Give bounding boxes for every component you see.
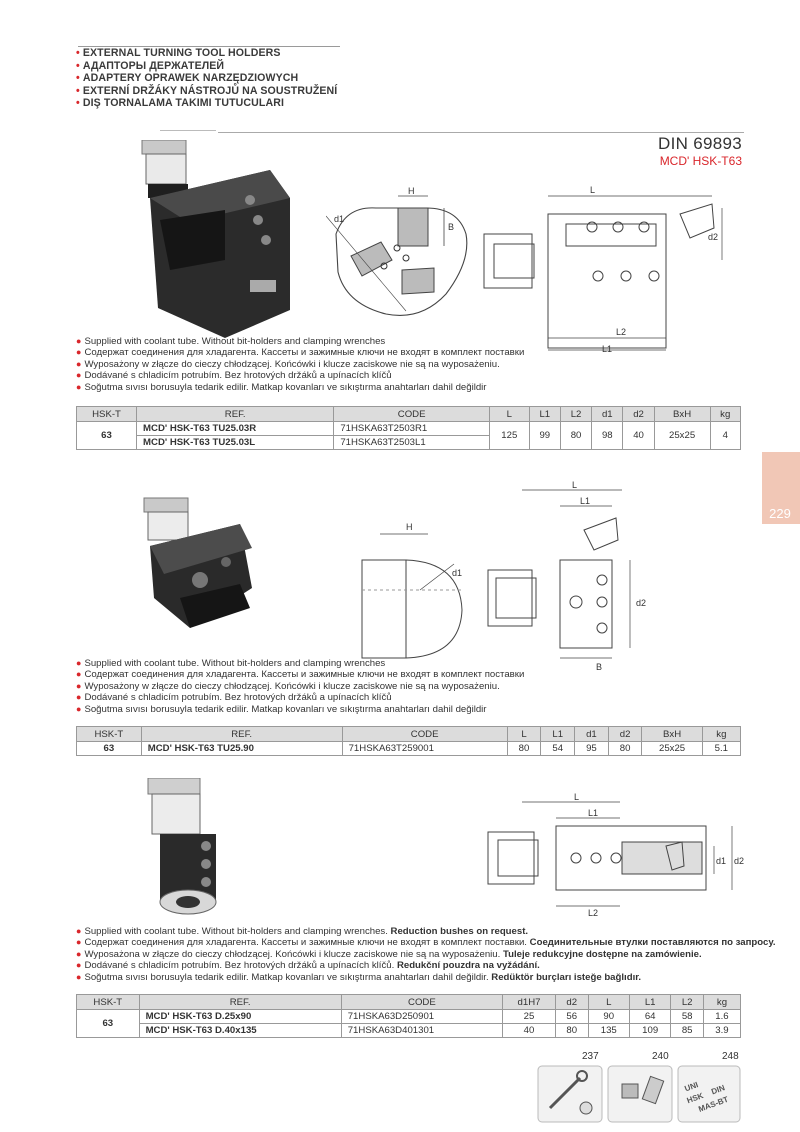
col-d1: d1H7 xyxy=(503,995,556,1010)
col-bxh: BxH xyxy=(642,727,702,742)
cell-ref: MCD' HSK-T63 D.25x90 xyxy=(139,1010,341,1024)
dim-label-d1: d1 xyxy=(716,856,727,866)
col-hsk: HSK-T xyxy=(77,407,137,422)
dim-label-l: L xyxy=(590,185,596,195)
dim-label-h: H xyxy=(406,522,413,532)
dim-label-d2: d2 xyxy=(708,232,719,242)
dim-label-l: L xyxy=(574,792,580,802)
notes-section3 xyxy=(76,926,776,983)
cell-code: 71HSKA63D250901 xyxy=(341,1010,502,1024)
col-code: CODE xyxy=(341,995,502,1010)
cell-d2: 40 xyxy=(623,422,654,450)
cell-l2: 85 xyxy=(671,1024,704,1038)
cell-d2: 56 xyxy=(555,1010,588,1024)
table-header-row xyxy=(77,727,741,742)
note-line: ● Soğutma sıvısı borusuyla tedarik edilir. Matkap kovanları ve sıkıştırma anahtarları dahil değildir xyxy=(76,703,487,715)
stamp-hsk: HSK xyxy=(685,1091,705,1106)
cell-bxh: 25x25 xyxy=(654,422,710,450)
dim-label-h: H xyxy=(408,186,415,196)
cell-l1: 99 xyxy=(529,422,560,450)
side-view-drawing-2 xyxy=(476,480,666,680)
col-l: L xyxy=(507,727,541,742)
col-kg: kg xyxy=(703,995,740,1010)
stamp-mas-bt: MAS-BT xyxy=(697,1094,730,1114)
cell-l: 125 xyxy=(489,422,529,450)
col-d2: d2 xyxy=(555,995,588,1010)
col-hsk: HSK-T xyxy=(77,727,142,742)
table-header-row xyxy=(77,407,741,422)
ref-page-237[interactable]: 237 xyxy=(582,1051,599,1062)
col-ref: REF. xyxy=(141,727,342,742)
cell-code: 71HSKA63T259001 xyxy=(342,742,507,756)
header-item: • ADAPTERY OPRAWEK NARZĘDZIOWYCH xyxy=(76,72,299,85)
col-ref: REF. xyxy=(137,407,334,422)
cell-d1: 95 xyxy=(575,742,609,756)
cell-d1: 98 xyxy=(592,422,623,450)
cell-ref: MCD' HSK-T63 TU25.90 xyxy=(141,742,342,756)
cell-d1: 25 xyxy=(503,1010,556,1024)
dim-label-l2: L2 xyxy=(616,327,627,337)
note-line: ● Wyposażony w złącze do cieczy chłodzącej. Końcówki i klucze zaciskowe nie są na wyposażeniu. xyxy=(76,680,500,692)
table-header-row xyxy=(77,995,741,1010)
note-line: ● Soğutma sıvısı borusuyla tedarik edilir. Matkap kovanları ve sıkıştırma anahtarları dahil değildir. Redüktör burçları isteğe bağlıdır. xyxy=(76,971,642,983)
note-line: ● Supplied with coolant tube. Without bit-holders and clamping wrenches xyxy=(76,658,386,669)
note-line: ● Dodávané s chladicím potrubím. Bez hrotových držáků a upínacích klíčů xyxy=(76,692,392,704)
col-d2: d2 xyxy=(608,727,642,742)
short-divider xyxy=(160,130,216,131)
note-line: ● Supplied with coolant tube. Without bit-holders and clamping wrenches. Reduction bushes on request. xyxy=(76,926,529,937)
cell-l1: 64 xyxy=(629,1010,670,1024)
cell-d2: 80 xyxy=(608,742,642,756)
col-l1: L1 xyxy=(541,727,575,742)
col-l: L xyxy=(489,407,529,422)
col-hsk: HSK-T xyxy=(77,995,140,1010)
notes-section1 xyxy=(76,336,524,393)
dim-label-l: L xyxy=(572,480,578,490)
front-view-drawing-1 xyxy=(326,186,476,326)
table-row xyxy=(77,422,741,436)
note-line: ● Soğutma sıvısı borusuyla tedarik edilir. Matkap kovanları ve sıkıştırma anahtarları dahil değildir xyxy=(76,381,487,393)
page-number: 229 xyxy=(769,506,791,521)
cell-d1: 40 xyxy=(503,1024,556,1038)
cell-ref: MCD' HSK-T63 TU25.03R xyxy=(137,422,334,436)
header-item: • DIŞ TORNALAMA TAKIMI TUTUCULARI xyxy=(76,97,285,110)
col-l1: L1 xyxy=(629,995,670,1010)
standard-stamp-icon xyxy=(678,1066,740,1122)
note-line: ● Dodávané s chladicím potrubím. Bez hrotových držáků a upínacích klíčů xyxy=(76,370,392,382)
standard-title: DIN 69893 xyxy=(658,134,742,153)
col-bxh: BxH xyxy=(654,407,710,422)
note-line: ● Содержат соединения для хладагента. Кассеты и зажимные ключи не входят в комплект поставки xyxy=(76,347,525,359)
note-line: ● Supplied with coolant tube. Without bit-holders and clamping wrenches xyxy=(76,336,386,347)
dim-label-d2: d2 xyxy=(636,598,647,608)
col-d1: d1 xyxy=(592,407,623,422)
screw-icon xyxy=(608,1066,672,1122)
cell-code: 71HSKA63D401301 xyxy=(341,1024,502,1038)
cell-kg: 3.9 xyxy=(703,1024,740,1038)
table-row xyxy=(77,1010,741,1024)
note-line: ● Содержат соединения для хладагента. Кассеты и зажимные ключи не входят в комплект поставки. Соединительные втулки поставляются по запросу. xyxy=(76,937,776,949)
note-line: ● Wyposażona w złącze do cieczy chłodzącej. Końcówki i klucze zaciskowe nie są na wyposażeniu. Tuleje redukcyjne dostępne na zamówienie. xyxy=(76,948,702,960)
product-photo-tu25-03 xyxy=(130,140,300,340)
dim-label-d2: d2 xyxy=(734,856,745,866)
col-d2: d2 xyxy=(623,407,654,422)
cell-code: 71HSKA63T2503L1 xyxy=(334,436,490,450)
table-row xyxy=(77,1024,741,1038)
cell-bxh: 25x25 xyxy=(642,742,702,756)
cell-kg: 5.1 xyxy=(702,742,740,756)
dim-label-l1: L1 xyxy=(602,344,613,354)
ref-page-248[interactable]: 248 xyxy=(722,1051,739,1062)
note-line: ● Wyposażony w złącze do cieczy chłodzącej. Końcówki i klucze zaciskowe nie są na wyposażeniu. xyxy=(76,358,500,370)
side-view-drawing-3 xyxy=(476,790,746,920)
col-kg: kg xyxy=(710,407,741,422)
dim-label-b: B xyxy=(596,662,603,672)
cell-l: 80 xyxy=(507,742,541,756)
dim-label-l2: L2 xyxy=(588,908,599,918)
spec-table-1 xyxy=(76,406,741,450)
cell-l1: 54 xyxy=(541,742,575,756)
front-view-drawing-2 xyxy=(350,510,470,660)
section-divider xyxy=(218,132,744,133)
col-code: CODE xyxy=(342,727,507,742)
cell-l: 135 xyxy=(588,1024,629,1038)
cell-l: 90 xyxy=(588,1010,629,1024)
dim-label-l1: L1 xyxy=(580,496,591,506)
col-l1: L1 xyxy=(529,407,560,422)
col-l2: L2 xyxy=(560,407,591,422)
note-line: ● Содержат соединения для хладагента. Кассеты и зажимные ключи не входят в комплект поставки xyxy=(76,669,525,681)
header-item: • EXTERNÍ DRŽÁKY NÁSTROJŮ NA SOUSTRUŽENÍ xyxy=(76,84,338,97)
cell-l2: 58 xyxy=(671,1010,704,1024)
spec-table-2 xyxy=(76,726,741,756)
cell-ref: MCD' HSK-T63 TU25.03L xyxy=(137,436,334,450)
col-code: CODE xyxy=(334,407,490,422)
cell-kg: 1.6 xyxy=(703,1010,740,1024)
table-row xyxy=(77,742,741,756)
stamp-din: DIN xyxy=(710,1083,727,1097)
dim-label-b: B xyxy=(448,222,455,232)
cell-hsk: 63 xyxy=(77,1010,140,1038)
col-l: L xyxy=(588,995,629,1010)
col-kg: kg xyxy=(702,727,740,742)
cell-d2: 80 xyxy=(555,1024,588,1038)
cell-l1: 109 xyxy=(629,1024,670,1038)
header-item: • EXTERNAL TURNING TOOL HOLDERS xyxy=(76,47,281,59)
dim-label-d1: d1 xyxy=(334,214,345,224)
spec-table-3 xyxy=(76,994,741,1038)
cell-kg: 4 xyxy=(710,422,741,450)
category-header xyxy=(76,46,346,110)
product-photo-d-series xyxy=(140,778,270,928)
notes-section2 xyxy=(76,658,524,715)
note-line: ● Dodávané s chladicím potrubím. Bez hrotových držáků a upínacích klíčů. Redukční pouzdra na vyžádání. xyxy=(76,960,540,972)
cell-hsk: 63 xyxy=(77,742,142,756)
col-ref: REF. xyxy=(139,995,341,1010)
col-l2: L2 xyxy=(671,995,704,1010)
ref-page-240[interactable]: 240 xyxy=(652,1051,669,1062)
dim-label-d1: d1 xyxy=(452,568,463,578)
standard-subtitle: MCD' HSK-T63 xyxy=(659,154,742,168)
cell-code: 71HSKA63T2503R1 xyxy=(334,422,490,436)
accessory-icons xyxy=(536,1064,742,1124)
cell-ref: MCD' HSK-T63 D.40x135 xyxy=(139,1024,341,1038)
header-item: • АДАПТОРЫ ДЕРЖАТЕЛЕЙ xyxy=(76,59,225,72)
col-d1: d1 xyxy=(575,727,609,742)
dim-label-l1: L1 xyxy=(588,808,599,818)
product-photo-tu25-90 xyxy=(130,488,280,648)
stamp-uni: UNI xyxy=(683,1080,700,1094)
cell-l2: 80 xyxy=(560,422,591,450)
cell-hsk: 63 xyxy=(77,422,137,450)
wrench-icon xyxy=(538,1066,602,1122)
